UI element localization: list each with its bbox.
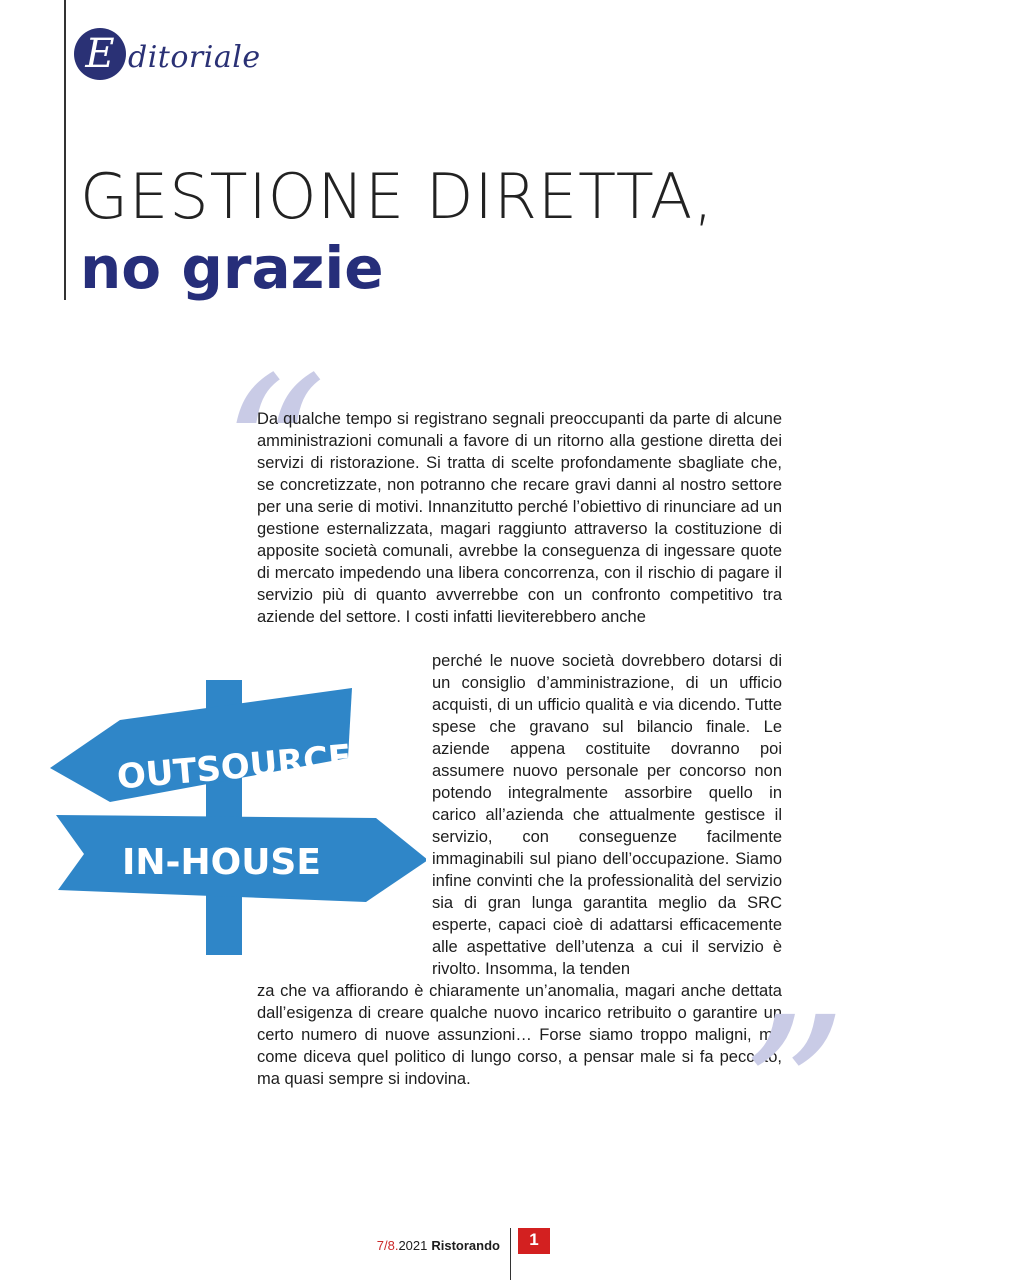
footer-magazine: Ristorando [431, 1238, 500, 1253]
footer-year: 2021 [398, 1238, 428, 1253]
open-quote-mark: “ [220, 332, 328, 577]
close-quote-mark: ” [740, 972, 848, 1217]
page-number: 1 [518, 1228, 550, 1254]
footer-rule [510, 1228, 511, 1280]
vertical-rule [64, 0, 66, 300]
section-label [74, 26, 261, 82]
footer-issue [377, 1238, 500, 1253]
sign-inhouse-text: IN-HOUSE [122, 842, 321, 883]
section-label-text: ditoriale [128, 39, 261, 75]
body-paragraph-3: za che va affiorando è chiaramente un’anomalia, magari anche dettata dall’esigenza di creare qualche nuovo incarico retribuito o garantire un certo numero di nuove assunzioni… Forse siamo troppo maligni, ma come diceva quel politico di lungo corso, a pensar male si fa peccato, ma quasi sempre si indovina. [257, 982, 782, 1088]
footer-issue-number: 7/8. [376, 1238, 399, 1253]
sign-outsource-text: OUTSOURCE [115, 737, 354, 798]
body-paragraph-2: perché le nuove società dovrebbero dotarsi di un consiglio d’amministrazione, di un ufficio acquisti, di un ufficio qualità e via dicendo. Tutte spese che gravano sul bilancio finale. Le aziende appena costituite dovranno poi assumere nuovo personale per concorso non potendo integralmente assorbire quello in carico all’azienda che attualmente gestisce il servizio, con conseguenze facilmente immaginabili sul piano dell’occupazione. Siamo infine convinti che la professionalità del servizio sia di gran lunga garantita meglio da SRC esperte, capaci cioè di adattarsi efficacemente alle aspettative dell’utenza a cui il servizio è rivolto. Insomma, la tenden [432, 652, 782, 978]
headline-line1: GESTIONE DIRETTA, [80, 160, 715, 233]
headline-line2: no grazie [80, 234, 384, 302]
section-initial: E [74, 28, 126, 80]
body-paragraph-1: Da qualche tempo si registrano segnali preoccupanti da parte di alcune amministrazioni comunali a favore di un ritorno alla gestione diretta dei servizi di ristorazione. Si tratta di scelte profondamente sbagliate che, se concretizzate, non potranno che recare gravi danni al nostro settore per una serie di motivi. Innanzitutto perché l’obiettivo di rinunciare ad un gestione esternalizzata, magari raggiunto attraverso la costituzione di apposite società comunali, avrebbe la conseguenza di ingessare quote di mercato impedendo una libera concorrenza, con il rischio di pagare il servizio più di quanto avverrebbe con un confronto competitivo tra aziende del settore. I costi infatti lieviterebbero anche [257, 410, 782, 626]
signpost-illustration [36, 650, 426, 955]
